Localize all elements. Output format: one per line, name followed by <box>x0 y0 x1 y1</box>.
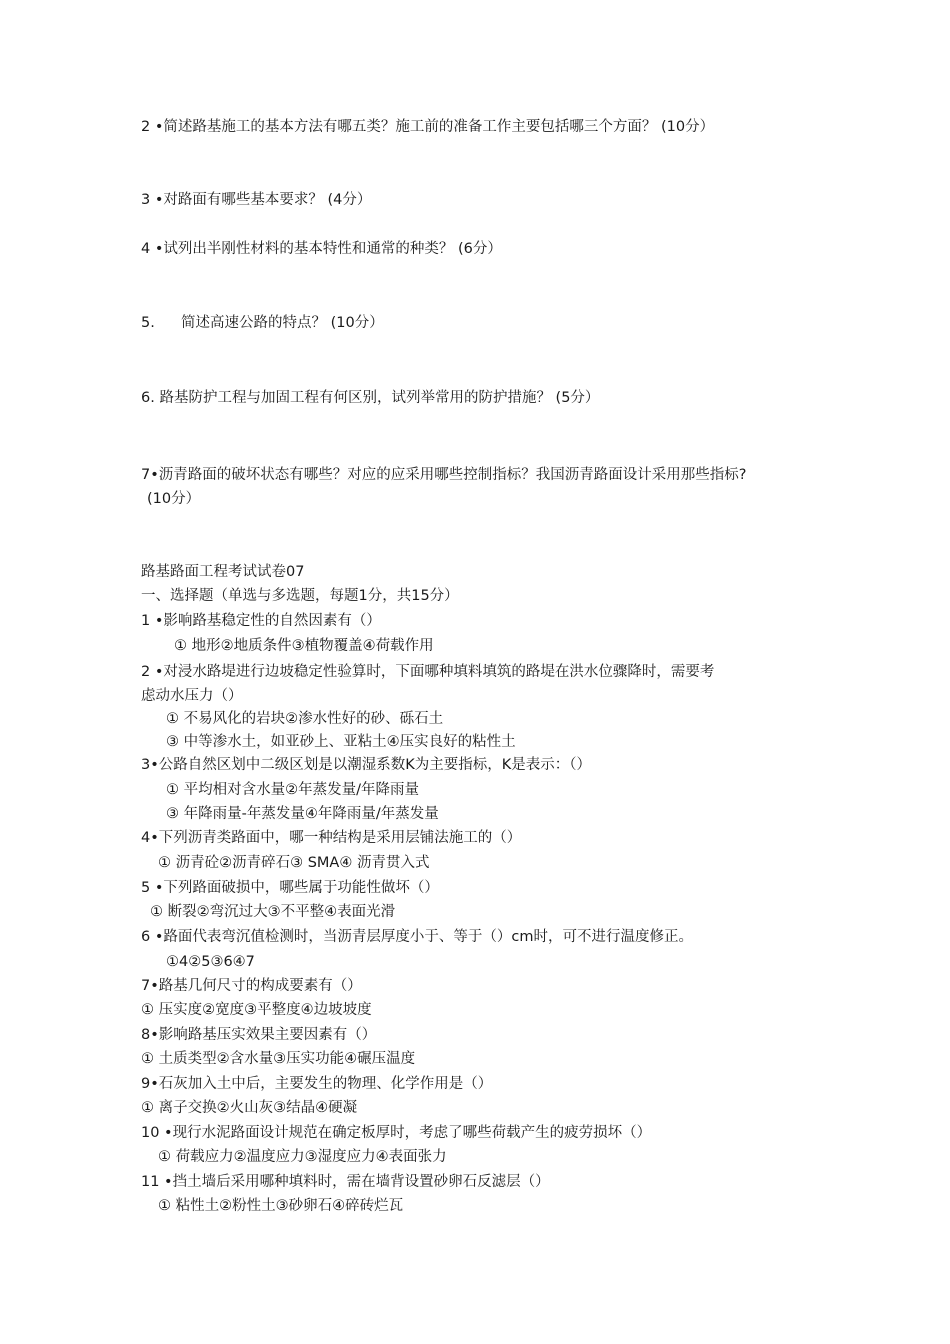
exam-line: 4•下列沥青类路面中，哪一种结构是采用层铺法施工的（） <box>141 830 522 846</box>
exam-line: ① 平均相对含水量②年蒸发量/年降雨量 <box>166 782 419 798</box>
exam-line: ① 沥青砼②沥青碎石③ SMA④ 沥青贯入式 <box>158 855 430 871</box>
exam-line: ① 断裂②弯沉过大③不平整④表面光滑 <box>150 904 396 920</box>
question-5-text: 简述高速公路的特点？ (10分） <box>181 315 384 331</box>
exam-line: 虑动水压力（） <box>141 688 243 704</box>
exam-line: 1 •影响路基稳定性的自然因素有（） <box>141 613 381 629</box>
section-heading: 一、选择题（单选与多选题，每题1分，共15分） <box>141 588 459 604</box>
exam-line: 5 •下列路面破损中，哪些属于功能性做坏（） <box>141 880 439 896</box>
question-7-line2: (10分） <box>147 491 201 507</box>
exam-line: ③ 年降雨量-年蒸发量④年降雨量/年蒸发量 <box>166 806 439 822</box>
exam-line: 10 •现行水泥路面设计规范在确定板厚时，考虑了哪些荷载产生的疲劳损坏（） <box>141 1125 652 1141</box>
question-6: 6. 路基防护工程与加固工程有何区别，试列举常用的防护措施？ (5分） <box>141 390 600 406</box>
exam-line: ① 土质类型②含水量③压实功能④碾压温度 <box>141 1051 416 1067</box>
exam-line: ① 粘性土②粉性土③砂卵石④碎砖烂瓦 <box>158 1198 404 1214</box>
exam-line: 9•石灰加入土中后，主要发生的物理、化学作用是（） <box>141 1076 493 1092</box>
exam-line: ③ 中等渗水土，如亚砂上、亚粘土④压实良好的粘性土 <box>166 734 516 750</box>
exam-line: 7•路基几何尺寸的构成要素有（） <box>141 978 362 994</box>
exam-line: 3•公路自然区划中二级区划是以潮湿系数K为主要指标，K是表示：（） <box>141 757 592 773</box>
question-5-number: 5. <box>141 315 155 331</box>
question-4: 4 •试列出半刚性材料的基本特性和通常的种类？ (6分） <box>141 241 502 257</box>
exam-line: 11 •挡土墙后采用哪种填料时，需在墙背设置砂卵石反滤层（） <box>141 1174 550 1190</box>
exam-line: ① 不易风化的岩块②渗水性好的砂、砾石土 <box>166 711 444 727</box>
exam-line: 2 •对浸水路堤进行边坡稳定性验算时，下面哪种填料填筑的路堤在洪水位骤降时，需要考 <box>141 664 715 680</box>
exam-line: ① 荷载应力②温度应力③湿度应力④表面张力 <box>158 1149 447 1165</box>
question-2: 2 •简述路基施工的基本方法有哪五类？施工前的准备工作主要包括哪三个方面？ (10分） <box>141 119 715 135</box>
exam-line: 6 •路面代表弯沉值检测时，当沥青层厚度小于、等于（）cm时，可不进行温度修正。 <box>141 929 693 945</box>
exam-title: 路基路面工程考试试卷07 <box>141 564 305 580</box>
exam-line: ①4②5③6④7 <box>166 954 255 970</box>
exam-line: ① 离子交换②火山灰③结晶④硬凝 <box>141 1100 358 1116</box>
exam-line: ① 压实度②宽度③平整度④边坡坡度 <box>141 1002 372 1018</box>
question-3: 3 •对路面有哪些基本要求？ (4分） <box>141 192 372 208</box>
exam-line: 8•影响路基压实效果主要因素有（） <box>141 1027 377 1043</box>
exam-line: ① 地形②地质条件③植物覆盖④荷载作用 <box>174 638 434 654</box>
question-7-line1: 7•沥青路面的破坏状态有哪些？对应的应采用哪些控制指标？我国沥青路面设计采用那些指标? <box>141 467 747 483</box>
